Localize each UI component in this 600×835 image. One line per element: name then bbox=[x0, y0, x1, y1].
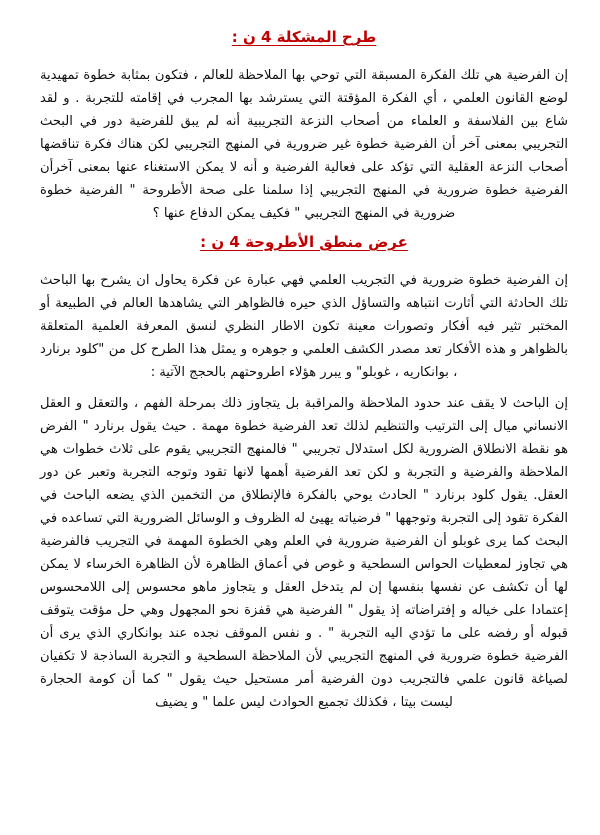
thesis-intro-paragraph: إن الفرضية خطوة ضرورية في التجريب العلمي فهي عبارة عن فكرة يحاول ان يشرح بها الباحث تلك الحادثة التي أثارت انتباهه والتساؤل الذي حيره فالظواهر التي يشاهدها العالم في الطبيعة أو المختبر تثير فيه أفكار وتصورات معينة تكون الاطار النظري لنسق المعرفة العلمية المتعلقة بالظواهر و هذه الأفكار تعد مصدر الكشف العلمي و جوهره و يمثل هذا الطرح كل من "كلود برنارد ، بوانكاريه ، غوبلو" و يبرر هؤلاء اطروحتهم بالحجج الآتية : bbox=[40, 273, 568, 380]
thesis-arguments-paragraph: إن الباحث لا يقف عند حدود الملاحظة والمراقبة بل يتجاوز ذلك بمرحلة الفهم ، والتعقل و العقل الانساني ميال إلى الترتيب والتنظيم لذلك تعد الفرضية خطوة مهمة . حيث يقول برنارد " الفرض هو نقطة الانطلاق الضرورية لكل استدلال تجريبي " فالمنهج التجريبي يقوم على ثلاث خطوات هي الملاحظة والفرضية و التجربة و لكن تعد الفرضية أهمها لانها تقود وتوجه التجربة وتعبر عن دور العقل. يقول كلود برنارد " الحادث يوحي بالفكرة فالإنطلاق من التخمين الذي يضعه الباحث في الفكرة تقود إلى التجربة وتوجهها " فرضياته يهيئ له الظروف و الوسائل الضرورية التي تساعده في البحث كما يرى غوبلو أن الفرضية ضرورية في العلم وهي الخطوة المهمة في التجريب فالفرضية هي تجاوز لمعطيات الحواس السطحية و غوص في أعماق الظاهرة لأن الظاهرة الخرساء لا يمكن لها أن تكشف عن نفسها بنفسها إن لم يتدخل العقل و يتجاوز ماهو محسوس إلى اللامحسوس إعتمادا على خياله و إفتراضاته إذ يقول " الفرضية هي قفزة نحو المجهول وهي حل مؤقت يتوقف قبوله أو رفضه على ما تؤدي اليه التجربة " . و نفس الموقف نجده عند بوانكاري الذي يرى أن الفرضية خطوة ضرورية في المنهج التجريبي لأن الملاحظة السطحية و التجربة الساذجة لا تكفيان لصياغة قانون علمي فالتجريب دون الفرضية أمر مستحيل حيث يقول " كما أن كومة الحجارة ليست بيتا ، فكذلك تجميع الحوادث ليس علما " و يضيف bbox=[40, 396, 568, 710]
document-page bbox=[40, 28, 568, 722]
section-problem-statement bbox=[40, 28, 568, 225]
section-title-problem: طرح المشكلة 4 ن : bbox=[231, 28, 377, 46]
section-thesis-logic bbox=[40, 233, 568, 714]
problem-paragraph: إن الفرضية هي تلك الفكرة المسبقة التي توحي بها الملاحظة للعالم ، فتكون بمثابة خطوة تمهيدية لوضع القانون العلمي ، أي الفكرة المؤقتة التي يسترشد بها المجرب في إقامته للتجربة . و لقد شاع بين الفلاسفة و العلماء من أصحاب النزعة التجريبية أنه لم يبق للفرضية دور في البحث التجريبي بمعنى آخر أن الفرضية خطوة غير ضرورية في المنهج التجريبي لكن هناك فكرة تناقضها أصحاب النزعة العقلية التي تؤكد على فعالية الفرضية و أنه لا يمكن الاستغناء عنها بمعنى آخرأن الفرضية خطوة ضرورية في المنهج التجريبي إذا سلمنا على صحة الأطروحة " الفرضية خطوة ضرورية في المنهج التجريبي " فكيف يمكن الدفاع عنها ؟ bbox=[40, 68, 568, 221]
section-title-thesis: عرض منطق الأطروحة 4 ن : bbox=[200, 233, 408, 251]
